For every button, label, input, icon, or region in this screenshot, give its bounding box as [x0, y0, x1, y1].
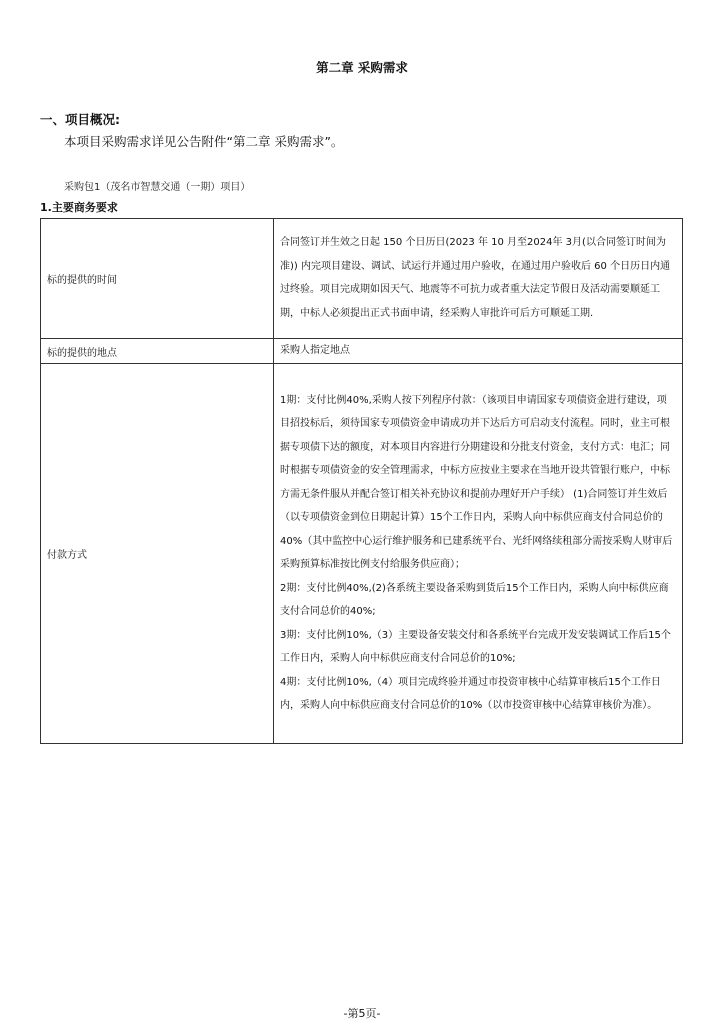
row-value — [274, 364, 683, 744]
row-value: 合同签订并生效之日起 150 个日历日(2023 年 10 月至2024年 3月(以合同签订时间为准)) 内完项目建设、调试、试运行并通过用户验收，在通过用户验收后 60 个日历日内通过终验。项目完成期如因天气、地震等不可抗力或者重大法定节假日及活动需要顺延工期，中标人必须提出正式书面申请，经采购人审批许可后方可顺延工期. — [274, 219, 683, 339]
subsection-title: 1.主要商务要求 — [40, 201, 118, 214]
payment-term-2: 2期：支付比例40%,(2)各系统主要设备采购到货后15个工作日内，采购人向中标供应商支付合同总价的40%; — [280, 582, 669, 617]
row-label: 付款方式 — [41, 364, 274, 744]
payment-term-4: 4期：支付比例10%,（4）项目完成终验并通过市投资审核中心结算审核后15个工作日内，采购人向中标供应商支付合同总价的10%（以市投资审核中心结算审核价为准）。 — [280, 676, 661, 711]
section-body: 本项目采购需求详见公告附件“第二章 采购需求”。 — [64, 134, 344, 149]
section-heading: 一、项目概况: — [40, 112, 120, 127]
table-row — [41, 339, 683, 364]
payment-term-1: 1期：支付比例40%,采购人按下列程序付款：（该项目申请国家专项债资金进行建设，项目招投标后，须待国家专项债资金申请成功并下达后方可启动支付流程。同时，业主可根据专项债下达的额度，对本项目内容进行分期建设和分批支付资金，支付方式：电汇；同时根据专项债资金的安全管理需求，中标方应按业主要求在当地开设共管银行账户，中标方需无条件服从并配合签订相关补充协议和提前办理好开户手续） (1)合同签订并生效后（以专项债资金到位日期起计算）15个工作日内，采购人向中标供应商支付合同总价的40%（其中监控中心运行维护服务和已建系统平台、光纤网络续租部分需按采购人财审后采购预算标准按比例支付给服务供应商）； — [280, 394, 673, 570]
table-row — [41, 364, 683, 744]
package-title: 采购包1（茂名市智慧交通（一期）项目） — [64, 182, 251, 193]
payment-term-3: 3期：支付比例10%,（3）主要设备安装交付和各系统平台完成开发安装调试工作后15个工作日内，采购人向中标供应商支付合同总价的10%; — [280, 629, 671, 664]
table-row — [41, 219, 683, 339]
business-requirements-table — [40, 218, 683, 744]
page-number: -第5页- — [343, 1007, 381, 1020]
row-value: 采购人指定地点 — [274, 339, 683, 364]
row-label: 标的提供的时间 — [41, 219, 274, 339]
row-label: 标的提供的地点 — [41, 339, 274, 364]
chapter-title: 第二章 采购需求 — [316, 60, 408, 75]
